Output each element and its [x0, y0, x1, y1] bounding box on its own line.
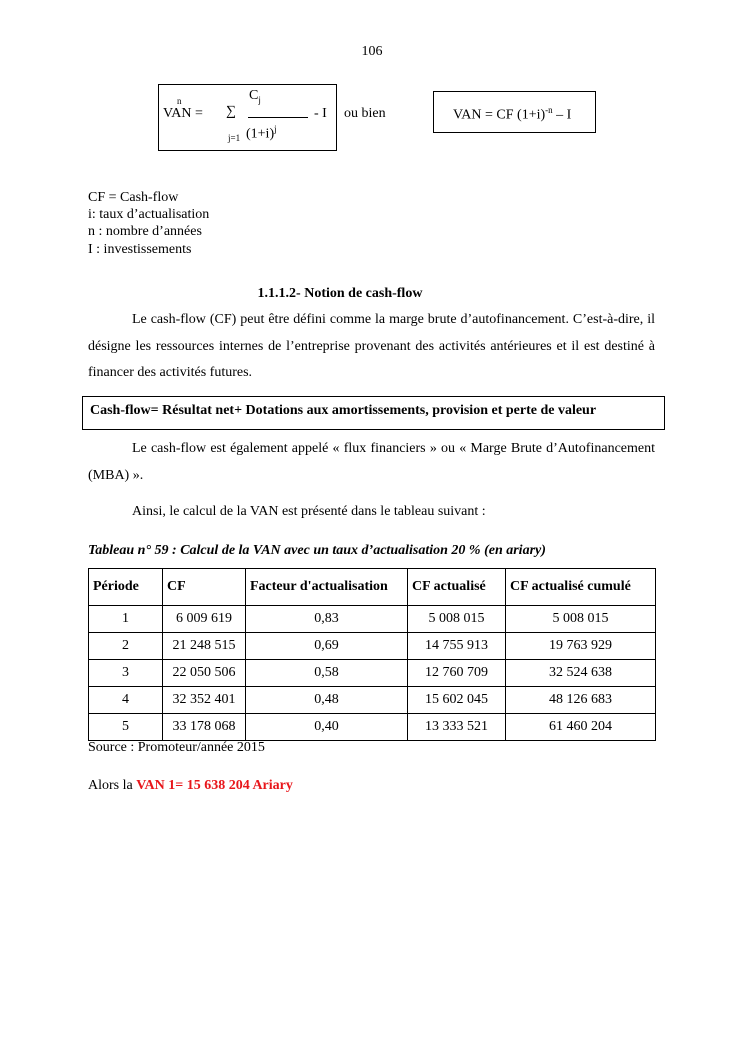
formula-numerator: $C_j$	[249, 88, 261, 105]
header-cf-cumule: CF actualisé cumulé	[506, 569, 656, 606]
sum-lower-limit: j=1	[228, 133, 241, 143]
cell-cf: 33 178 068	[163, 714, 246, 741]
table-row	[89, 606, 656, 633]
cell-periode: 1	[89, 606, 163, 633]
formula-simple: VAN = CF $(1+i)^{-n} - I$	[453, 105, 572, 123]
cell-cf-actualise: 14 755 913	[408, 633, 506, 660]
cell-cf: 32 352 401	[163, 687, 246, 714]
van-conclusion: Alors la VAN 1= 15 638 204 Ariary	[88, 778, 293, 793]
paragraph-table-intro: Ainsi, le calcul de la VAN est présenté dans le tableau suivant :	[132, 504, 486, 519]
cell-facteur: 0,58	[246, 660, 408, 687]
cell-periode: 2	[89, 633, 163, 660]
table-row	[89, 687, 656, 714]
definition-cf: CF = Cash-flow	[88, 190, 179, 205]
cell-periode: 3	[89, 660, 163, 687]
cell-cf-actualise: 15 602 045	[408, 687, 506, 714]
cell-cf-actualise: 13 333 521	[408, 714, 506, 741]
header-cf: CF	[163, 569, 246, 606]
header-facteur: Facteur d'actualisation	[246, 569, 408, 606]
cell-cf: 6 009 619	[163, 606, 246, 633]
table-caption: Tableau n° 59 : Calcul de la VAN avec un taux d’actualisation 20 % (en ariary)	[88, 543, 546, 558]
cell-facteur: 0,83	[246, 606, 408, 633]
cell-cf: 21 248 515	[163, 633, 246, 660]
cell-cf-cumule: 32 524 638	[506, 660, 656, 687]
cell-cf-cumule: 19 763 929	[506, 633, 656, 660]
paragraph-cashflow-definition: Le cash-flow (CF) peut être défini comme la marge brute d’autofinancement. C’est-à-dire, il désigne les ressources internes de l’entreprise provenant des activités antérieures et il est destiné à financer des activités futures.	[88, 312, 655, 380]
fraction-bar	[248, 117, 308, 118]
sum-upper-limit: n	[177, 96, 182, 106]
definition-n: n : nombre d’années	[88, 224, 202, 239]
formula-minus-i: - I	[314, 106, 327, 121]
cell-cf-cumule: 5 008 015	[506, 606, 656, 633]
or-text: ou bien	[344, 106, 386, 121]
table-row	[89, 714, 656, 741]
cell-cf: 22 050 506	[163, 660, 246, 687]
formula-denominator: $(1+i)^j$	[246, 124, 277, 142]
cell-cf-cumule: 61 460 204	[506, 714, 656, 741]
paragraph-cashflow-alias: Le cash-flow est également appelé « flux financiers » ou « Marge Brute d’Autofinancement (MBA) ».	[88, 441, 655, 483]
cell-facteur: 0,69	[246, 633, 408, 660]
header-periode: Période	[89, 569, 163, 606]
definition-i: i: taux d’actualisation	[88, 207, 210, 222]
formula-lhs: VAN =	[163, 106, 203, 121]
cell-periode: 4	[89, 687, 163, 714]
cell-cf-cumule: 48 126 683	[506, 687, 656, 714]
definition-I: I : investissements	[88, 242, 192, 257]
cashflow-formula-box: Cash-flow= Résultat net+ Dotations aux amortissements, provision et perte de valeur	[82, 396, 665, 430]
table-row	[89, 660, 656, 687]
cell-facteur: 0,40	[246, 714, 408, 741]
van-result: VAN 1= 15 638 204 Ariary	[136, 778, 293, 793]
section-heading: 1.1.1.2- Notion de cash-flow	[257, 286, 423, 301]
sigma-symbol: ∑	[226, 104, 236, 119]
cell-cf-actualise: 5 008 015	[408, 606, 506, 633]
cell-periode: 5	[89, 714, 163, 741]
page-number: 106	[361, 44, 383, 59]
van-table	[88, 568, 656, 741]
header-cf-actualise: CF actualisé	[408, 569, 506, 606]
table-row	[89, 633, 656, 660]
table-source: Source : Promoteur/année 2015	[88, 740, 265, 755]
cell-cf-actualise: 12 760 709	[408, 660, 506, 687]
table-header-row	[89, 569, 656, 606]
cell-facteur: 0,48	[246, 687, 408, 714]
